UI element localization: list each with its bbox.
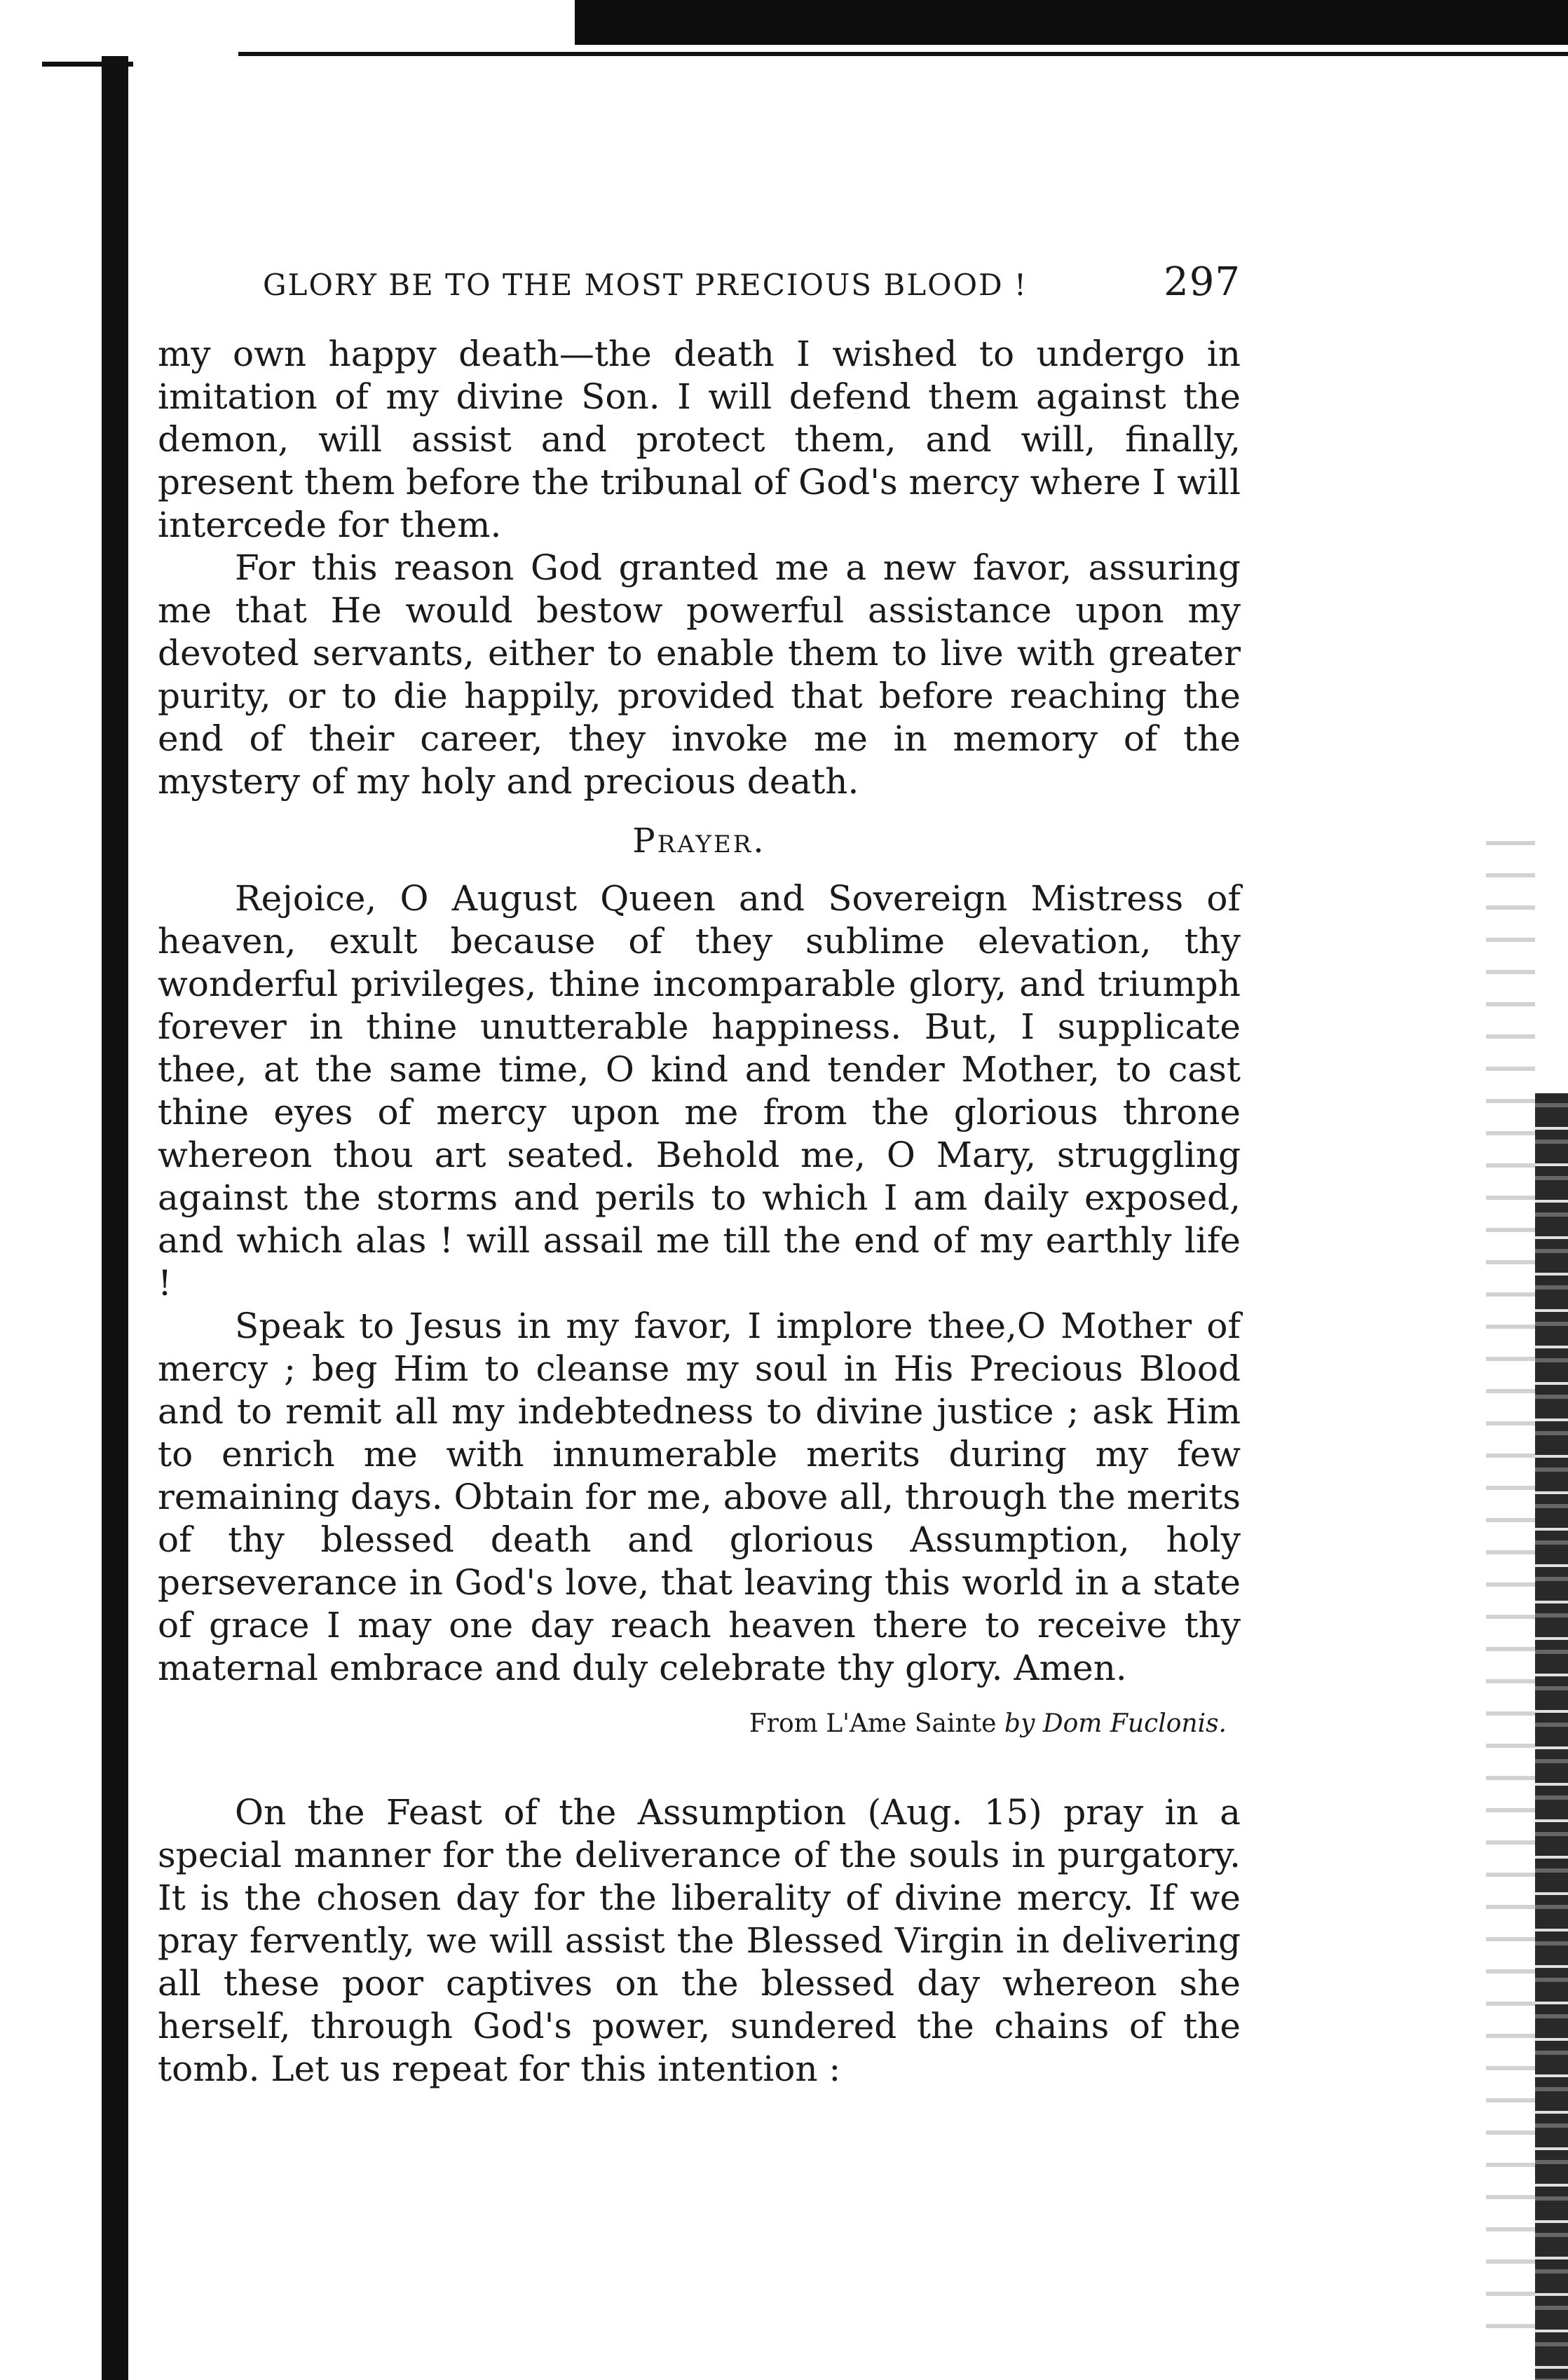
paragraph-speak-to-jesus: Speak to Jesus in my favor, I implore thee,O Mother of mercy ; beg Him to cleanse my soul in His Precious Blood and to remit all my indebtedness to divine justice ; ask Him to enrich me with innumerable merits during my few remaining days. Obtain for me, above all, through the merits of thy blessed death and glorious Assumption, holy perseverance in God's love, that leaving this world in a state of grace I may one day reach heaven there to receive thy maternal embrace and duly celebrate thy glory. Amen.	[158, 1306, 1241, 1688]
paragraph-continuation: my own happy death—the death I wished to undergo in imitation of my divine Son. I will defend them against the demon, will assist and protect them, and will, finally, present them before the tribunal of God's mercy where I will intercede for them.	[158, 334, 1241, 545]
paragraph-feast-assumption: On the Feast of the Assumption (Aug. 15) pray in a special manner for the deliverance of the souls in purgatory. It is the chosen day for the liberality of divine mercy. If we pray fervently, we will assist the Blessed Virgin in delivering all these poor captives on the blessed day whereon she herself, through God's power, sundered the chains of the tomb. Let us repeat for this intention :	[158, 1792, 1241, 2089]
attribution-source: From L'Ame Sainte	[749, 1709, 1004, 1738]
running-head	[263, 259, 1241, 305]
scan-right-edge	[1535, 1093, 1568, 2380]
attribution	[158, 1709, 1241, 1738]
running-title: GLORY BE TO THE MOST PRECIOUS BLOOD !	[263, 268, 1028, 302]
scan-right-specks	[1486, 813, 1535, 2355]
scan-left-margin-bar	[102, 56, 128, 2380]
paragraph-new-favor: For this reason God granted me a new favor, assuring me that He would bestow powerful assistance upon my devoted servants, either to enable them to live with greater purity, or to die happily, provided that before reaching the end of their career, they invoke me in memory of the mystery of my holy and precious death.	[158, 547, 1241, 802]
page-number: 297	[1164, 259, 1241, 305]
book-page	[158, 259, 1241, 2091]
scan-top-rule	[238, 52, 1568, 56]
attribution-author: by Dom Fuclonis.	[1004, 1709, 1227, 1738]
paragraph-rejoice: Rejoice, O August Queen and Sovereign Mistress of heaven, exult because of they sublime elevation, thy wonderful privileges, thine incomparable glory, and triumph forever in thine unutterable happiness. But, I supplicate thee, at the same time, O kind and tender Mother, to cast thine eyes of mercy upon me from the glorious throne whereon thou art seated. Behold me, O Mary, struggling against the storms and perils to which I am daily exposed, and which alas ! will assail me till the end of my earthly life !	[158, 878, 1241, 1304]
prayer-heading: Prayer.	[632, 821, 766, 861]
scan-top-band	[575, 0, 1568, 45]
